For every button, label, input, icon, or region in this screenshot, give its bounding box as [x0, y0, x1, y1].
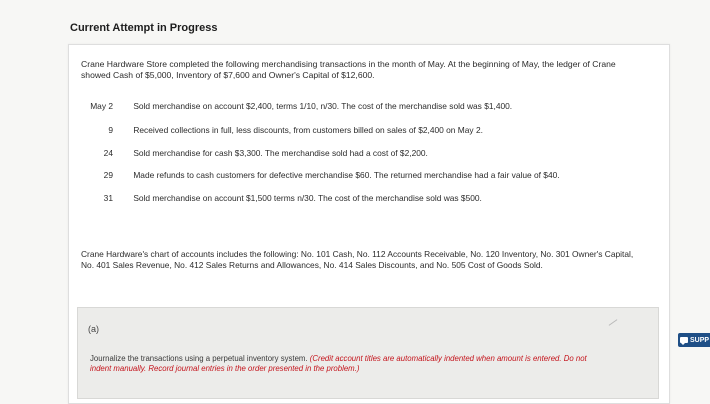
transaction-date: 24 — [103, 148, 113, 158]
transaction-row — [83, 193, 482, 203]
instruction-note: (Credit account titles are automatically indented when amount is entered. Do not indent manually. Record journal entries in the order presented in the problem.) — [90, 354, 587, 373]
transaction-date: 31 — [103, 193, 113, 203]
transaction-row — [83, 170, 560, 180]
support-button[interactable] — [678, 333, 710, 347]
transaction-row — [83, 101, 512, 111]
transaction-description: Sold merchandise on account $2,400, terms 1/10, n/30. The cost of the merchandise sold was $1,400. — [133, 101, 513, 111]
transaction-date: May 2 — [90, 101, 113, 111]
instruction-text: Journalize the transactions using a perpetual inventory system. — [90, 354, 308, 363]
transaction-date: 29 — [103, 170, 113, 180]
chat-icon — [680, 337, 688, 343]
transaction-row — [83, 148, 428, 158]
part-a-label: (a) — [88, 324, 99, 334]
pencil-icon — [609, 319, 618, 326]
transaction-description: Sold merchandise on account $1,500 terms n/30. The cost of the merchandise sold was $500. — [133, 193, 482, 203]
part-a-section — [77, 307, 659, 399]
transaction-description: Made refunds to cash customers for defective merchandise $60. The returned merchandise had a fair value of $40. — [133, 170, 560, 180]
transaction-description: Sold merchandise for cash $3,300. The merchandise sold had a cost of $2,200. — [133, 148, 428, 158]
attempt-title: Current Attempt in Progress — [70, 22, 218, 34]
problem-card — [68, 44, 670, 404]
transaction-row — [83, 125, 483, 135]
support-label: SUPP — [690, 336, 710, 344]
chart-of-accounts-text: Crane Hardware's chart of accounts includes the following: No. 101 Cash, No. 112 Accounts Receivable, No. 120 Inventory, No. 301 Owner's Capital, No. 401 Sales Revenue, No. 412 Sales Returns and Allowances, No. 414 Sales Discounts, and No. 505 Cost of Goods Sold. — [81, 249, 634, 270]
problem-intro: Crane Hardware Store completed the following merchandising transactions in the month of May. At the beginning of May, the ledger of Crane showed Cash of $5,000, Inventory of $7,600 and Owner's Capital of $12,600. — [81, 59, 616, 80]
part-a-instruction — [90, 354, 610, 374]
transaction-date: 9 — [108, 125, 113, 135]
transaction-description: Received collections in full, less discounts, from customers billed on sales of $2,400 on May 2. — [133, 125, 483, 135]
